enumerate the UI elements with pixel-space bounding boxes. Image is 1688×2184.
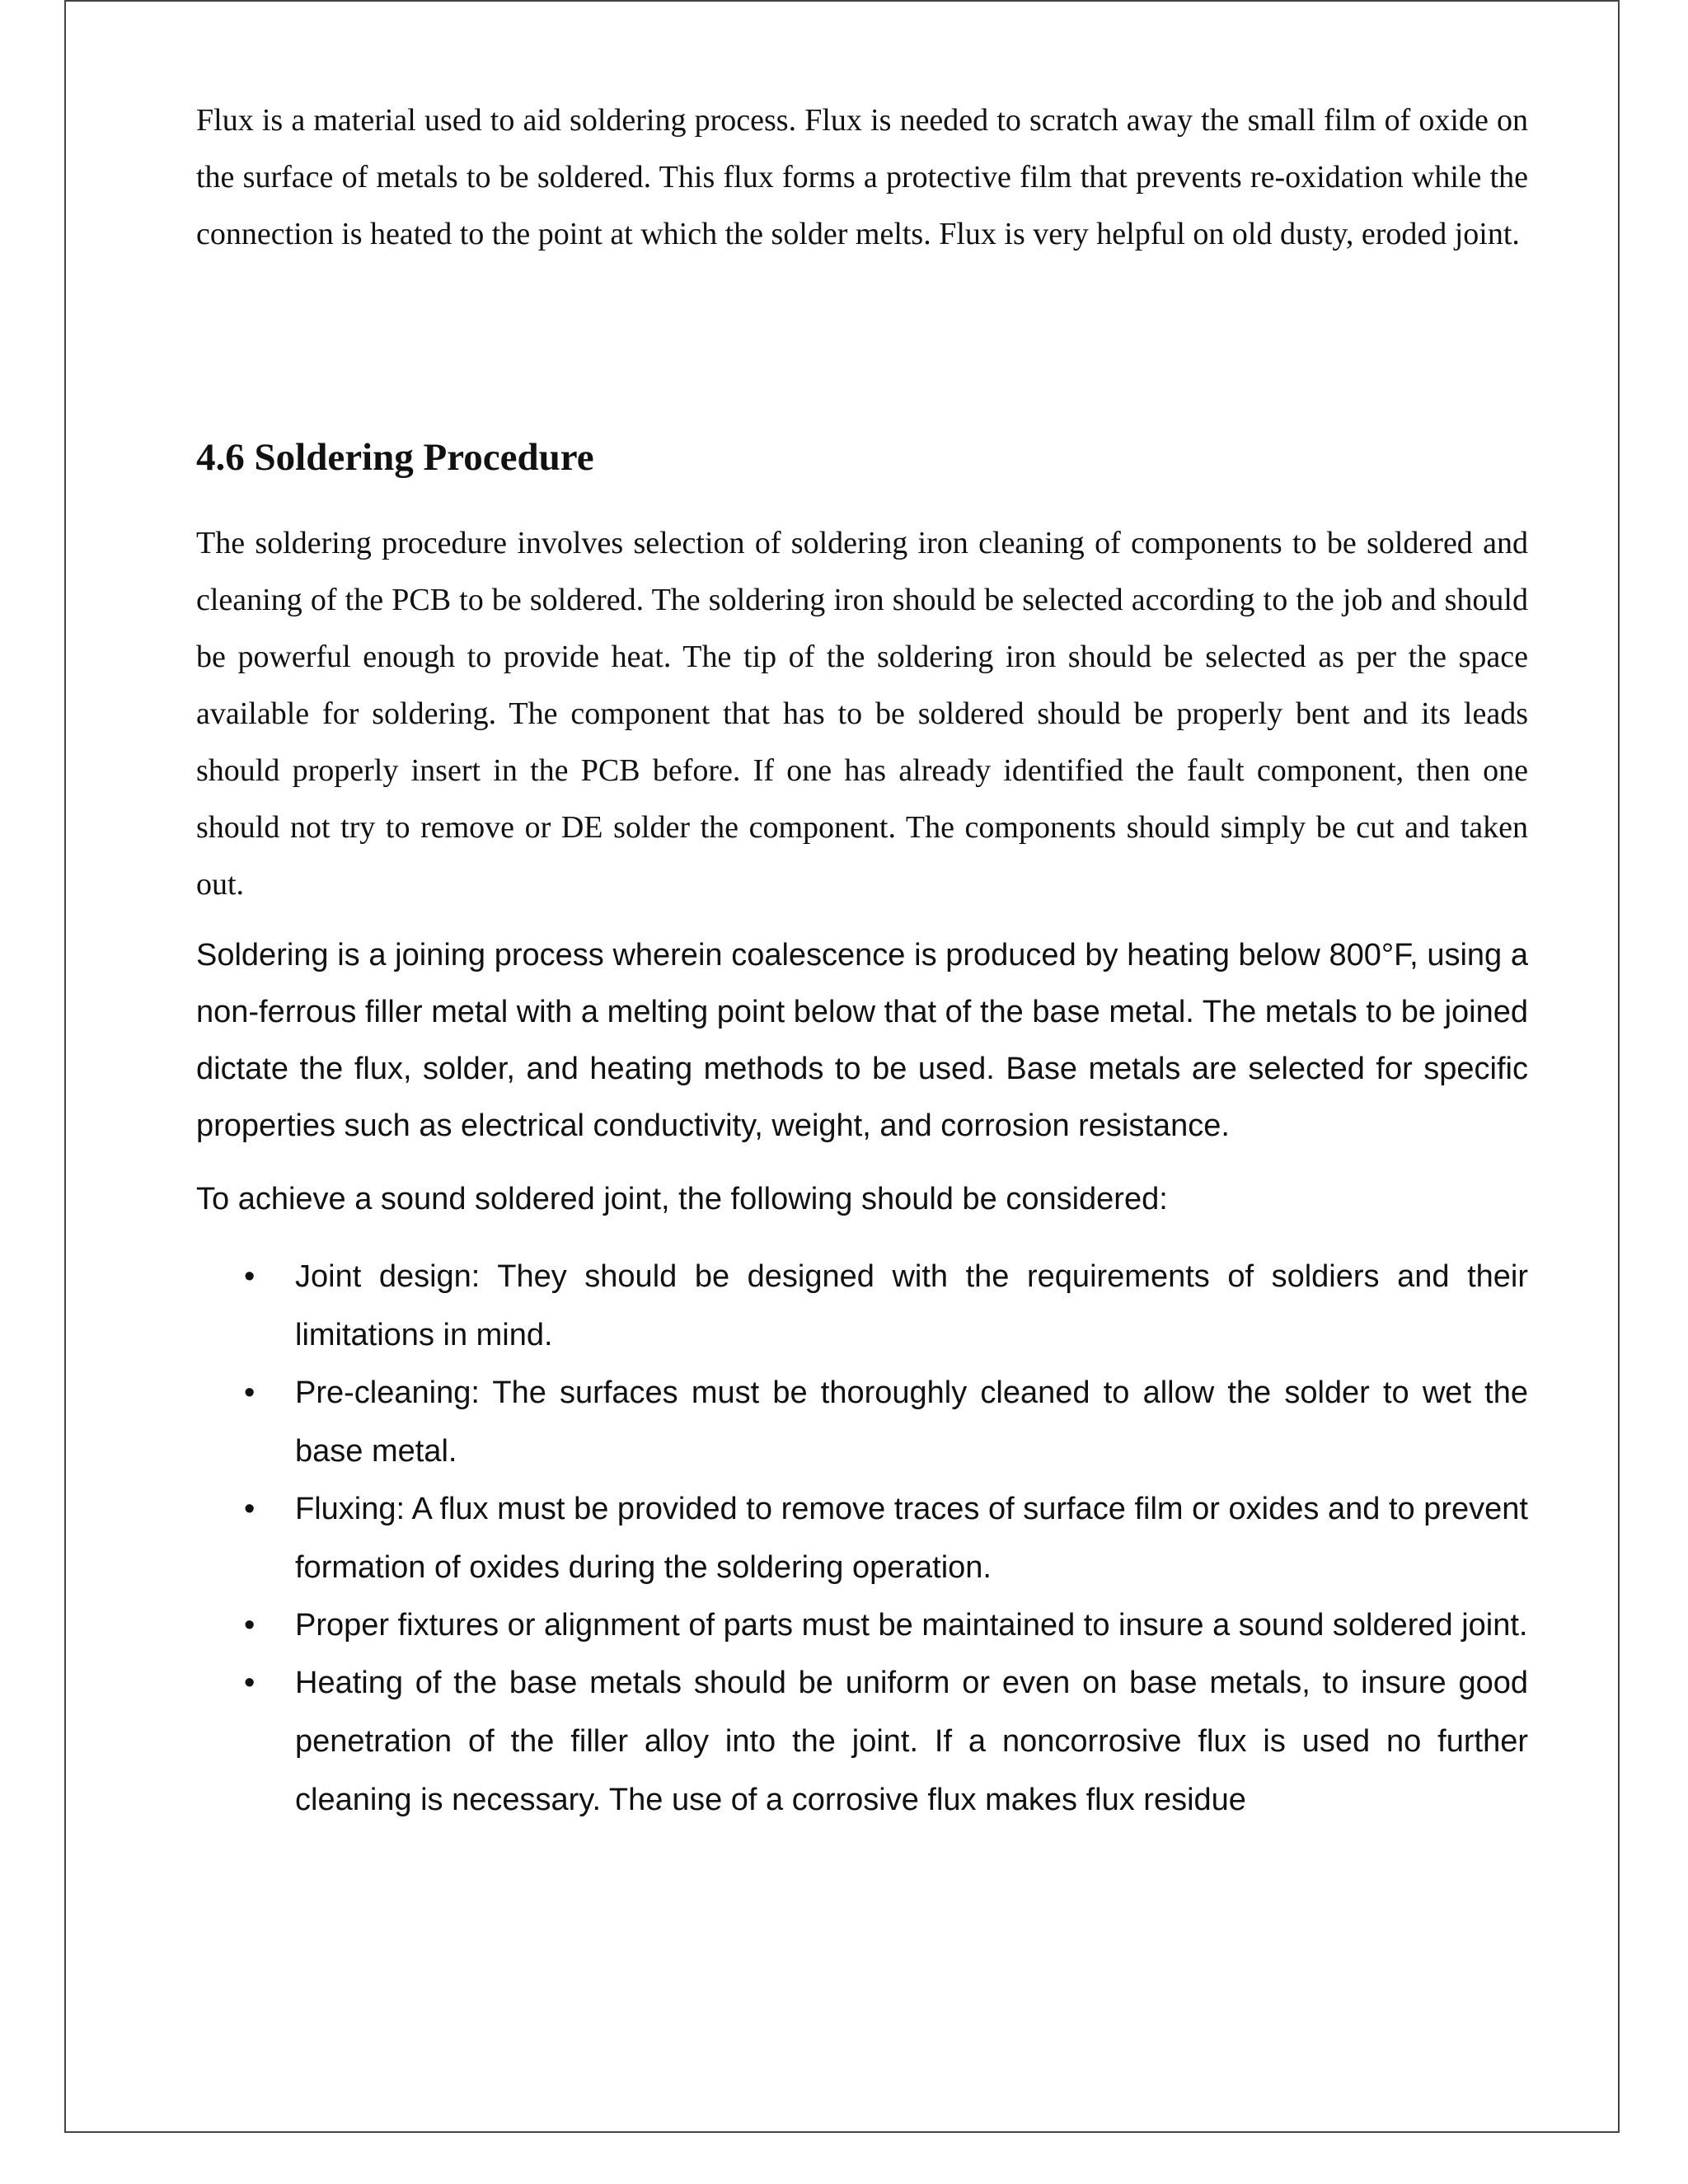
bullet-icon: • — [244, 1666, 256, 1700]
spacer — [196, 263, 1528, 433]
spacer — [196, 482, 1528, 515]
list-item-text: Pre-cleaning: The surfaces must be thoroughly cleaned to allow the solder to wet the base metal. — [295, 1376, 1528, 1469]
spacer — [196, 913, 1528, 927]
list-item-text: Joint design: They should be designed with the requirements of soldiers and their limitations in mind. — [295, 1259, 1528, 1352]
bullet-icon: • — [244, 1376, 256, 1410]
list-item — [196, 1480, 1528, 1597]
list-intro: To achieve a sound soldered joint, the following should be considered: — [196, 1182, 1168, 1216]
list-item — [196, 1596, 1528, 1655]
list-item-text: Proper fixtures or alignment of parts must be maintained to insure a sound soldered joint. — [295, 1608, 1528, 1643]
list-item-text: Heating of the base metals should be uniform or even on base metals, to insure good penetration of the filler alloy into the joint. If a noncorrosive flux is used no further cleaning is necessary. The use of a corrosive flux makes flux residue — [295, 1666, 1528, 1817]
considerations-list — [196, 1248, 1528, 1830]
list-item — [196, 1248, 1528, 1365]
bullet-icon: • — [244, 1608, 256, 1643]
procedure-paragraph: The soldering procedure involves selection of soldering iron cleaning of components to be soldered and cleaning of the PCB to be soldered. The soldering iron should be selected according to the job and should be powerful enough to provide heat. The tip of the soldering iron should be selected as per the space available for soldering. The component that has to be soldered should be properly bent and its leads should properly insert in the PCB before. If one has already identified the fault component, then one should not try to remove or DE solder the component. The components should simply be cut and taken out. — [196, 526, 1528, 902]
section-heading: 4.6 Soldering Procedure — [196, 436, 594, 479]
soldering-definition-paragraph: Soldering is a joining process wherein coalescence is produced by heating below 800°F, using a non-ferrous filler metal with a melting point below that of the base metal. The metals to be joined dictate the flux, solder, and heating methods to be used. Base metals are selected for specific properties such as electrical conductivity, weight, and corrosion resistance. — [196, 938, 1528, 1143]
bullet-icon: • — [244, 1259, 256, 1294]
list-item — [196, 1364, 1528, 1481]
list-item — [196, 1654, 1528, 1830]
intro-paragraph: Flux is a material used to aid soldering process. Flux is needed to scratch away the small film of oxide on the surface of metals to be soldered. This flux forms a protective film that prevents re-oxidation while the connection is heated to the point at which the solder melts. Flux is very helpful on old dusty, eroded joint. — [196, 103, 1528, 251]
bullet-icon: • — [244, 1492, 256, 1526]
spacer — [196, 1155, 1528, 1171]
document-content — [196, 92, 1528, 1829]
spacer — [196, 1228, 1528, 1248]
list-item-text: Fluxing: A flux must be provided to remove traces of surface film or oxides and to prevent formation of oxides during the soldering operation. — [295, 1492, 1528, 1585]
